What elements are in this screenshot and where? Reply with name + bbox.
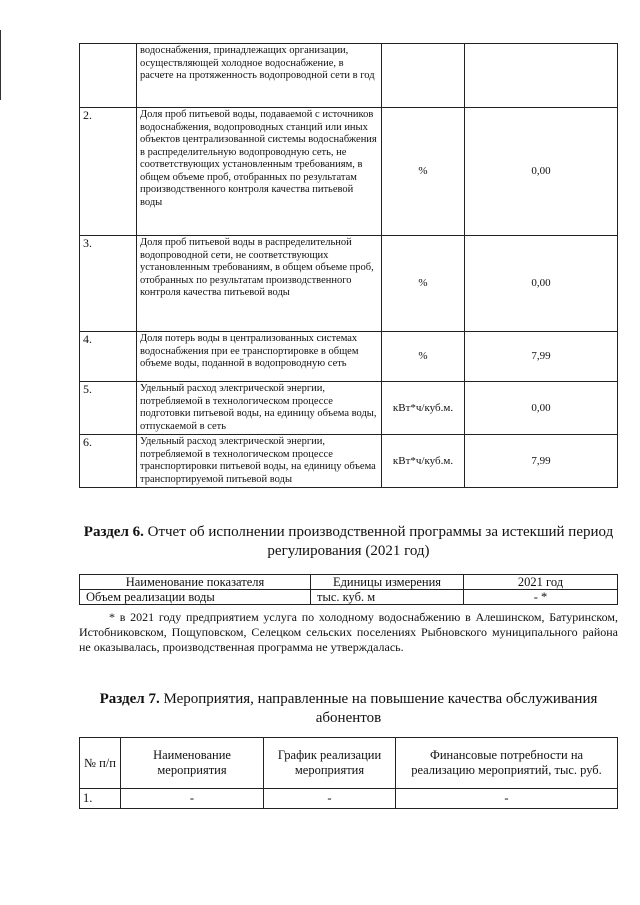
table-row [80, 108, 618, 236]
cell-unit: % [382, 108, 465, 236]
indicators-table [79, 43, 618, 488]
page-edge-mark [0, 30, 1, 100]
cell-indicator-name: Объем реализации воды [80, 590, 311, 605]
cell-value: 0,00 [465, 382, 618, 435]
production-report-table [79, 574, 618, 605]
cell-unit [382, 44, 465, 108]
cell-unit: кВт*ч/куб.м. [382, 382, 465, 435]
cell-unit: кВт*ч/куб.м. [382, 435, 465, 488]
cell-value: 0,00 [465, 236, 618, 332]
section-7-title: Мероприятия, направленные на повышение качества обслуживания абонентов [159, 691, 598, 726]
cell-number: 1. [80, 789, 121, 809]
table-row [80, 590, 618, 605]
header-year: 2021 год [464, 575, 618, 590]
table-header-row [80, 575, 618, 590]
cell-description: Доля проб питьевой воды, подаваемой с источников водоснабжения, водопроводных станций или иных объектов централизованной системы водоснабжения в распределительную водопроводную сеть, не соответствующих установленным требованиям, в общем объеме проб, отобранных по результатам производственного контроля качества питьевой воды [137, 108, 382, 236]
section-6-heading [79, 523, 618, 561]
cell-number: 4. [80, 332, 137, 382]
table-header-row [80, 738, 618, 789]
table-row [80, 236, 618, 332]
table-row [80, 789, 618, 809]
header-number: № п/п [80, 738, 121, 789]
cell-description: Удельный расход электрической энергии, потребляемой в технологическом процессе транспортировки питьевой воды, на единицу объема транспортируемой питьевой воды [137, 435, 382, 488]
cell-schedule: - [264, 789, 396, 809]
cell-description: Доля проб питьевой воды в распределительной водопроводной сети, не соответствующих установленным требованиям, в общем объеме проб, отобранных по результатам производственного контроля качества питьевой воды [137, 236, 382, 332]
cell-description: водоснабжения, принадлежащих организации, осуществляющей холодное водоснабжение, в расчете на протяженность водопроводной сети в год [137, 44, 382, 108]
section-6-title: Отчет об исполнении производственной программы за истекший период регулирования (2021 год) [143, 524, 614, 559]
header-measure-name: Наименование мероприятия [121, 738, 264, 789]
cell-value: 7,99 [465, 332, 618, 382]
cell-unit: тыс. куб. м [311, 590, 464, 605]
table-row [80, 382, 618, 435]
footnote: * в 2021 году предприятием услуга по холодному водоснабжению в Алешинском, Батуринском, Истобниковском, Пощуповском, Селецком сельских поселениях Рыбновского муниципального района не оказывалась, производственная программа не утверждалась. [79, 610, 618, 654]
cell-measure-name: - [121, 789, 264, 809]
cell-value: 0,00 [465, 108, 618, 236]
cell-description: Удельный расход электрической энергии, потребляемой в технологическом процессе подготовки питьевой воды, на единицу объема воды, отпускаемой в сеть [137, 382, 382, 435]
cell-value: - * [464, 590, 618, 605]
section-6-label: Раздел 6. [83, 524, 144, 540]
header-financial-needs: Финансовые потребности на реализацию мероприятий, тыс. руб. [396, 738, 618, 789]
cell-unit: % [382, 236, 465, 332]
header-schedule: График реализации мероприятия [264, 738, 396, 789]
section-7-heading [79, 690, 618, 728]
cell-number: 3. [80, 236, 137, 332]
table-row [80, 435, 618, 488]
cell-unit: % [382, 332, 465, 382]
table-row [80, 44, 618, 108]
cell-financial-needs: - [396, 789, 618, 809]
cell-number [80, 44, 137, 108]
header-unit: Единицы измерения [311, 575, 464, 590]
section-7-label: Раздел 7. [99, 691, 160, 707]
cell-number: 6. [80, 435, 137, 488]
cell-number: 5. [80, 382, 137, 435]
cell-description: Доля потерь воды в централизованных системах водоснабжения при ее транспортировке в общем объеме воды, поданной в водопроводную сеть [137, 332, 382, 382]
cell-value: 7,99 [465, 435, 618, 488]
cell-number: 2. [80, 108, 137, 236]
header-indicator-name: Наименование показателя [80, 575, 311, 590]
cell-value [465, 44, 618, 108]
measures-table [79, 737, 618, 809]
table-row [80, 332, 618, 382]
